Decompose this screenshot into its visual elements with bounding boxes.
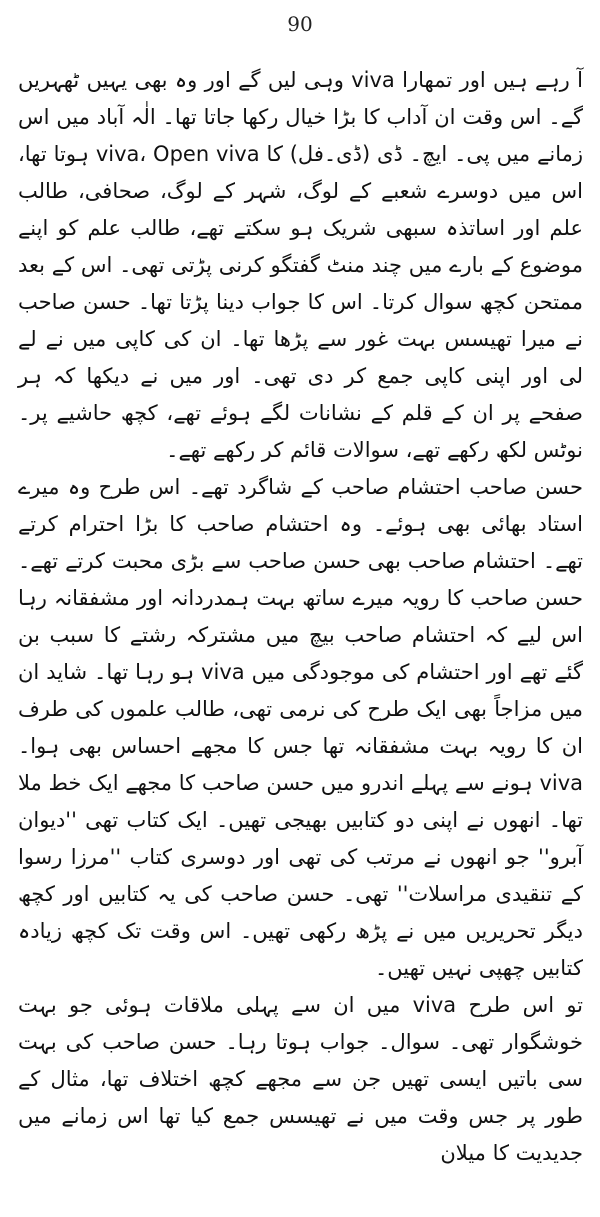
paragraph-1: آ رہے ہیں اور تمھارا viva وہی لیں گے اور وہ بھی یہیں ٹھہریں گے۔ اس وقت ان آداب کا بڑا خیال رکھا جاتا تھا۔ الٰہ آباد میں اس زمانے میں پی۔ ایچ۔ ڈی (ڈی۔فل) کا viva، Open viva ہوتا تھا، اس میں دوسرے شعبے کے لوگ، شہر کے لوگ، صحافی، طالب علم اور اساتذہ سبھی شریک ہو سکتے تھے، طالب علم کو اپنے موضوع کے بارے میں چند منٹ گفتگو کرنی پڑتی تھی۔ اس کے بعد ممتحن کچھ سوال کرتا۔ اس کا جواب دینا پڑتا تھا۔ حسن صاحب نے میرا تھیسس بہت غور سے پڑھا تھا۔ ان کی کاپی میں نے لے لی اور اپنی کاپی جمع کر دی تھی۔ اور میں نے دیکھا کہ ہر صفحے پر ان کے قلم کے نشانات لگے ہوئے تھے، کچھ حاشیے پر۔ نوٹس لکھ رکھے تھے، سوالات قائم کر رکھے تھے۔ bbox=[18, 68, 584, 462]
page-body bbox=[18, 62, 583, 1172]
paragraph-3: تو اس طرح viva میں ان سے پہلی ملاقات ہوئی جو بہت خوشگوار تھی۔ سوال۔ جواب ہوتا رہا۔ حسن صاحب کی بہت سی باتیں ایسی تھیں جن سے مجھے کچھ اختلاف تھا، مثال کے طور پر جس وقت میں نے تھیسس جمع کیا تھا اس زمانے میں جدیدیت کا میلان bbox=[18, 993, 584, 1165]
page-number: 90 bbox=[287, 12, 313, 36]
paragraph-2: حسن صاحب احتشام صاحب کے شاگرد تھے۔ اس طرح وہ میرے استاد بھائی بھی ہوئے۔ وہ احتشام صاحب کا بڑا احترام کرتے تھے۔ احتشام صاحب بھی حسن صاحب سے بڑی محبت کرتے تھے۔ حسن صاحب کا رویہ میرے ساتھ بہت ہمدردانہ اور مشفقانہ رہا اس لیے کہ احتشام صاحب بیچ میں مشترکہ رشتے کا سبب بن گئے تھے اور احتشام کی موجودگی میں viva ہو رہا تھا۔ شاید ان میں مزاجاً بھی ایک طرح کی نرمی تھی، طالب علموں کی طرف ان کا رویہ بہت مشفقانہ تھا جس کا مجھے احساس بھی ہوا۔ viva ہونے سے پہلے اندرو میں حسن صاحب کا مجھے ایک خط ملا تھا۔ انھوں نے اپنی دو کتابیں بھیجی تھیں۔ ایک کتاب تھی ''دیوان آبرو'' جو انھوں نے مرتب کی تھی اور دوسری کتاب ''مرزا رسوا کے تنقیدی مراسلات'' تھی۔ حسن صاحب کی یہ کتابیں اور کچھ دیگر تحریریں میں نے پڑھ رکھی تھیں۔ اس وقت تک کچھ زیادہ کتابیں چھپی نہیں تھیں۔ bbox=[18, 475, 583, 980]
